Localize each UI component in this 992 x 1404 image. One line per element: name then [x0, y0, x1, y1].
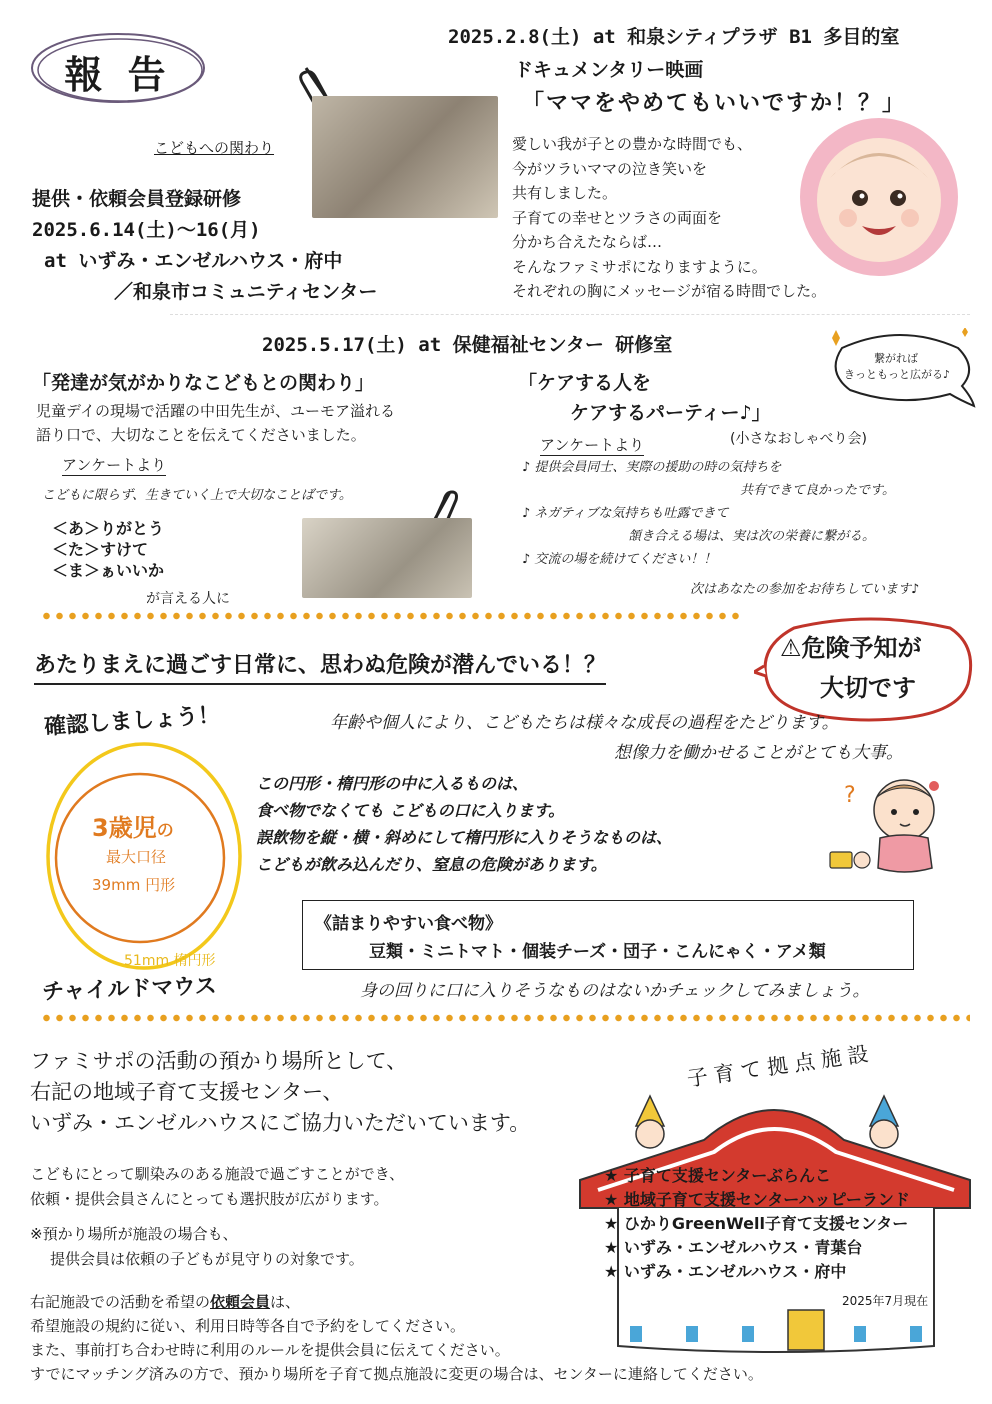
facility-p1: [30, 1162, 404, 1212]
danger-body-line: この円形・楕円形の中に入るものは、: [256, 774, 529, 793]
facility-p2-line: 提供会員は依頼の子どもが見守りの対象です。: [50, 1250, 364, 1268]
survey-line: ♪ 提供会員同士、実際の援助の時の気持ちを: [522, 460, 782, 475]
speech-bubble: [822, 328, 978, 410]
right-character-icon: [870, 1096, 898, 1148]
crawling-baby-illustration: [824, 772, 944, 884]
event1-body-line: 愛しい我が子との豊かな時間でも、: [512, 135, 753, 153]
badge-text: 報 告: [64, 53, 172, 97]
p3-emphasis: 依頼会員: [210, 1293, 271, 1311]
event1-body-line: それぞれの胸にメッセージが宿る時間でした。: [512, 282, 827, 300]
house-date: 2025年7月現在: [842, 1294, 929, 1308]
facility-lead-line: いずみ・エンゼルハウスにご協力いただいています。: [30, 1111, 531, 1135]
report-badge: [28, 30, 208, 106]
event1-body: [512, 132, 826, 304]
circle-title-main: 3歳児: [92, 814, 157, 842]
orange-dotted-divider: [40, 612, 740, 620]
box-title: 《詰まりやすい食べ物》: [315, 914, 502, 934]
event3-left-body2: 語り口で、大切なことを伝えてくださいました。: [36, 426, 366, 444]
ellipse-label: 51mm 楕円形: [124, 953, 216, 969]
facility-p3-line: 希望施設の規約に従い、利用日時等各自で予約をしてください。: [30, 1317, 466, 1335]
danger-body-line: 食べ物でなくても こどもの口に入ります。: [256, 801, 565, 820]
check-heading: 確認しましょう！: [43, 702, 221, 741]
facility-list-item: ★ いずみ・エンゼルハウス・青葉台: [604, 1238, 863, 1257]
svg-text:?: ?: [844, 783, 856, 808]
event3-left-body1: 児童デイの現場で活躍の中田先生が、ユーモア溢れる: [36, 402, 395, 420]
survey-line: ♪ 交流の場を続けてください！！: [522, 552, 717, 567]
baby-face-icon: [800, 118, 958, 276]
child-mouth-label: チャイルドマウス: [41, 973, 218, 1006]
event1-title: 「ママをやめてもいいですか！？」: [522, 91, 907, 116]
callout-line2: 大切です: [820, 674, 916, 702]
facility-lead-line: ファミサポの活動の預かり場所として、: [30, 1049, 408, 1073]
facility-lead-line: 右記の地域子育て支援センター、: [30, 1080, 344, 1104]
event3-photo: [302, 518, 472, 598]
danger-body-line: 誤飲物を縦・横・斜めにして楕円形に入りそうなものは、: [256, 828, 673, 847]
word-line: ＜た＞すけて: [52, 540, 149, 559]
circle-line1: 最大口径: [106, 848, 167, 866]
survey-line: ♪ ネガティブな気持ちも吐露できて: [522, 506, 729, 521]
danger-intro1: 年齢や個人により、こどもたちは様々な成長の過程をたどります。: [330, 713, 839, 733]
facility-p2: [30, 1222, 364, 1272]
event2-venue2: ／和泉市コミュニティセンター: [114, 281, 378, 303]
event1-body-line: 共有しました。: [512, 184, 618, 202]
circle-title: [92, 808, 174, 843]
event3-left-quote: こどもに限らず、生きていく上で大切なことばです。: [42, 488, 352, 503]
bubble-line1: 繋がれば: [874, 352, 918, 365]
facility-p1-line: こどもにとって馴染みのある施設で過ごすことができ、: [30, 1165, 405, 1183]
circle-title-suffix: の: [156, 821, 174, 841]
danger-body-line: こどもが飲み込んだり、窒息の危険があります。: [256, 855, 607, 874]
facility-list-item: ★ 子育て支援センターぶらんこ: [604, 1166, 831, 1185]
choking-foods-box: [302, 900, 914, 970]
check-line: 身の回りに口に入りそうなものはないかチェックしてみましょう。: [360, 981, 870, 1001]
box-items: 豆類・ミニトマト・個装チーズ・団子・こんにゃく・アメ類: [369, 942, 826, 962]
event3-right-sub: (小さなおしゃべり会): [730, 431, 867, 447]
house-list: [604, 1164, 910, 1284]
danger-headline: あたりまえに過ごす日常に、思わぬ危険が潜んでいる！？: [34, 648, 606, 685]
event2-caption: こどもへの関わり: [154, 139, 275, 157]
event2-date: 2025.6.14(土)～16(月): [32, 219, 261, 241]
facility-lead: [30, 1046, 530, 1139]
circle-line2: 39mm 円形: [92, 876, 176, 894]
event1-body-line: 子育ての幸せとツラさの両面を: [512, 208, 723, 227]
baby-portrait: [800, 118, 958, 276]
section-divider: [170, 314, 970, 315]
facility-p3-line: また、事前打ち合わせ時に利用のルールを提供会員に伝えてください。: [30, 1341, 510, 1359]
event1-body-line: 分かち合えたならば…: [512, 233, 663, 251]
word-line: ＜ま＞ぁいいか: [52, 561, 165, 580]
event3-left-words-tail: が言える人に: [146, 591, 230, 607]
event2-title: 提供・依頼会員登録研修: [32, 188, 242, 210]
facility-list-item: ★ いずみ・エンゼルハウス・府中: [604, 1262, 847, 1281]
survey-line: 共有できて良かったです。: [740, 483, 895, 498]
event3-left-survey: アンケートより: [62, 456, 167, 474]
danger-body: [256, 770, 672, 878]
facility-p1-line: 依頼・提供会員さんにとっても選択肢が広がります。: [30, 1190, 389, 1208]
event1-body-line: そんなファミサポになりますように。: [512, 257, 767, 276]
facility-p2-line: ※預かり場所が施設の場合も、: [30, 1225, 238, 1243]
orange-dotted-divider: [40, 1014, 970, 1022]
event2-venue1: at いずみ・エンゼルハウス・府中: [44, 250, 343, 272]
left-character-icon: [636, 1096, 664, 1148]
event3-right-title1: 「ケアする人を: [518, 372, 652, 394]
facility-p3-line: すでにマッチング済みの方で、預かり場所を子育て拠点施設に変更の場合は、センターに連絡してください。: [30, 1365, 763, 1383]
house-title: 子育て拠点施設: [685, 1040, 876, 1092]
facility-list-item: ★ 地域子育て支援センターハッピーランド: [604, 1190, 910, 1209]
event3-right-closing: 次はあなたの参加をお待ちしています♪: [690, 582, 920, 597]
p3-post: は、: [270, 1293, 301, 1311]
facility-list-item: ★ ひかりGreenWell子育て支援センター: [604, 1214, 909, 1233]
event3-left-title: 「発達が気がかりなこどもとの関わり」: [32, 372, 375, 394]
danger-intro2: 想像力を働かせることがとても大事。: [614, 743, 903, 763]
event3-left-words: [52, 518, 164, 581]
event1-date-venue: 2025.2.8(土) at 和泉シティプラザ B1 多目的室: [448, 26, 900, 48]
survey-line: 頷き合える場は、実は次の栄養に繋がる。: [628, 529, 876, 544]
event2-photo: [312, 96, 498, 218]
p3-pre: 右記施設での活動を希望の: [30, 1293, 211, 1311]
bubble-line2: きっともっと広がる♪: [844, 368, 951, 381]
callout-line1: ⚠危険予知が: [780, 634, 922, 662]
event3-right-items: [522, 456, 962, 571]
event3-date-venue: 2025.5.17(土) at 保健福祉センター 研修室: [262, 334, 673, 356]
event3-right-title2: ケアするパーティー♪」: [570, 402, 771, 424]
event1-type: ドキュメンタリー映画: [514, 59, 704, 81]
event3-right-survey: アンケートより: [540, 436, 645, 454]
event1-body-line: 今がツラいママの泣き笑いを: [512, 159, 708, 178]
word-line: ＜あ＞りがとう: [52, 519, 165, 538]
